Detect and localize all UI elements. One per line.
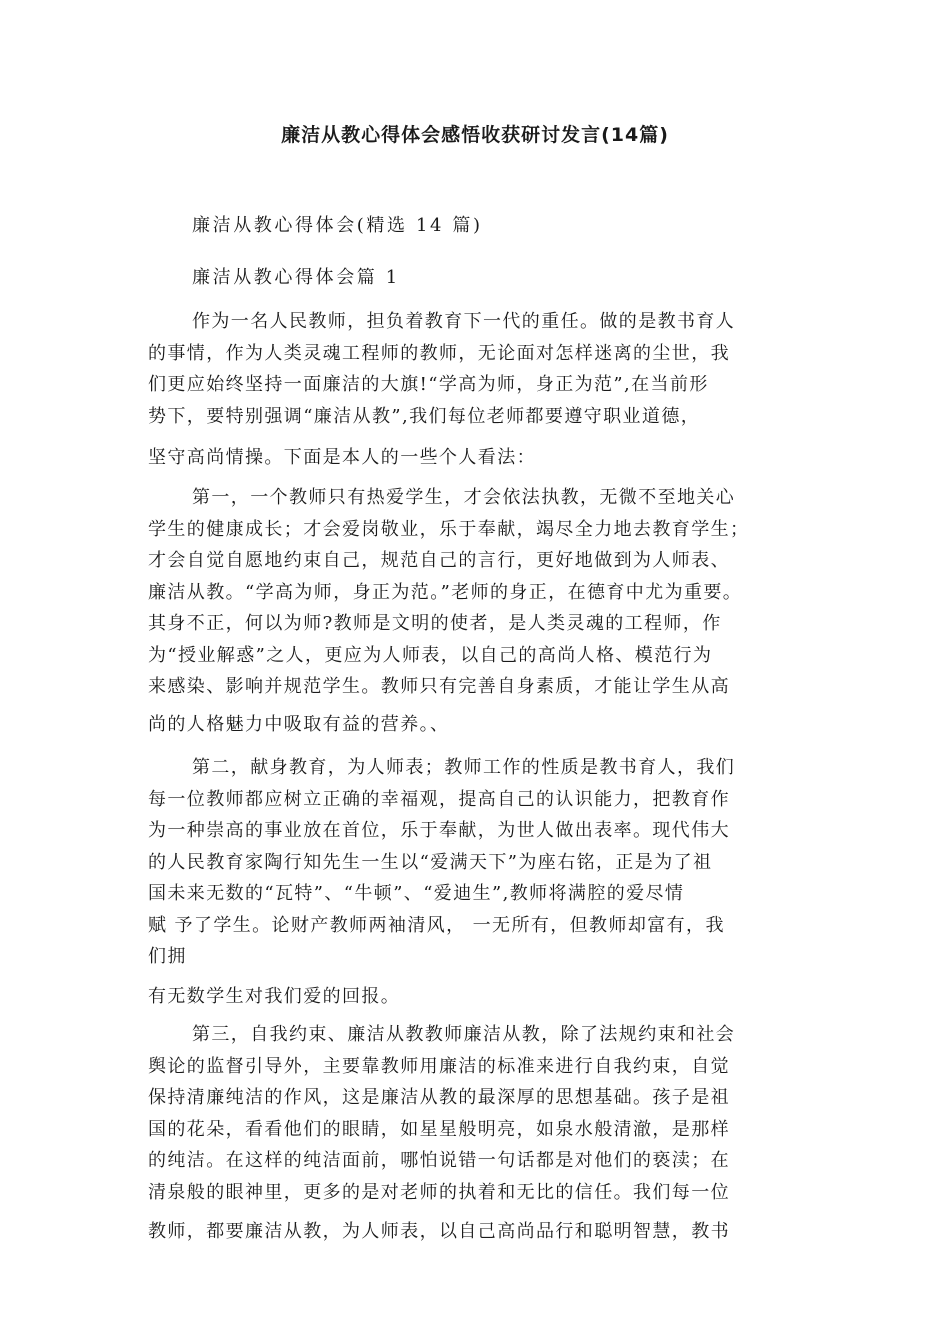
text-line: 保持清廉纯洁的作风，这是廉洁从教的最深厚的思想基础。孩子是祖 [148, 1087, 730, 1108]
paragraph-second-point-continued [148, 981, 804, 1013]
document-subtitle: 廉洁从教心得体会(精选 14 篇) [192, 215, 483, 236]
document-title: 廉洁从教心得体会感悟收获研讨发言(14篇) [281, 124, 669, 146]
text-line: 赋 予了学生。论财产教师两袖清风， 一无所有，但教师却富有，我 [148, 914, 725, 936]
text-line: 第一，一个教师只有热爱学生，才会依法执教，无微不至地关心 [192, 487, 736, 508]
text-line: 其身不正，何以为师?教师是文明的使者，是人类灵魂的工程师，作 [148, 613, 722, 634]
text-line: 清泉般的眼神里，更多的是对老师的执着和无比的信任。我们每一位 [148, 1181, 730, 1203]
text-line: 来感染、影响并规范学生。教师只有完善自身素质，才能让学生从高 [148, 676, 730, 697]
text-line: 为“授业解惑”之人，更应为人师表，以自己的高尚人格、模范行为 [148, 644, 713, 666]
text-line: 第三，自我约束、廉洁从教教师廉洁从教，除了法规约束和社会 [192, 1024, 736, 1045]
text-line: 的纯洁。在这样的纯洁面前，哪怕说错一句话都是对他们的亵渎；在 [148, 1150, 730, 1171]
text-line: 教师，都要廉洁从教，为人师表，以自己高尚品行和聪明智慧，教书 [148, 1221, 730, 1242]
text-line: 们更应始终坚持一面廉洁的大旗!“学高为师，身正为范”,在当前形 [148, 374, 709, 395]
text-line: 为一种崇高的事业放在首位，乐于奉献，为世人做出表率。现代伟大 [148, 820, 730, 841]
paragraph-first-point [148, 482, 804, 703]
text-line: 第二，献身教育，为人师表；教师工作的性质是教书育人，我们 [192, 757, 736, 778]
paragraph-second-point [148, 752, 804, 973]
text-line: 尚的人格魅力中吸取有益的营养。、 [148, 714, 450, 735]
paragraph-intro-continued [148, 442, 804, 474]
text-line: 才会自觉自愿地约束自己，规范自己的言行，更好地做到为人师表、 [148, 550, 730, 571]
text-line: 作为一名人民教师，担负着教育下一代的重任。做的是教书育人 [192, 311, 736, 332]
text-line: 坚守高尚情操。下面是本人的一些个人看法： [148, 447, 536, 468]
text-line: 廉洁从教。“学高为师，身正为范。”老师的身正，在德育中尤为重要。 [148, 581, 743, 603]
text-line: 的事情，作为人类灵魂工程师的教师，无论面对怎样迷离的尘世，我 [148, 342, 730, 364]
text-line: 有无数学生对我们爱的回报。 [148, 986, 401, 1007]
text-line: 每一位教师都应树立正确的幸福观，提高自己的认识能力，把教育作 [148, 788, 730, 810]
section-heading: 廉洁从教心得体会篇 1 [192, 267, 400, 288]
text-line: 舆论的监督引导外，主要靠教师用廉洁的标准来进行自我约束，自觉 [148, 1055, 730, 1077]
paragraph-first-point-continued [148, 709, 804, 741]
paragraph-intro [148, 306, 804, 432]
text-line: 国的花朵，看看他们的眼睛，如星星般明亮，如泉水般清澈，是那样 [148, 1118, 730, 1140]
text-line: 势下，要特别强调“廉洁从教”,我们每位老师都要遵守职业道德， [148, 405, 701, 427]
text-line: 学生的健康成长；才会爱岗敬业，乐于奉献，竭尽全力地去教育学生； [148, 518, 750, 540]
text-line: 们拥 [148, 946, 187, 967]
paragraph-third-point-continued [148, 1216, 804, 1248]
text-line: 国未来无数的“瓦特”、“牛顿”、“爱迪生”,教师将满腔的爱尽情 [148, 883, 685, 904]
text-line: 的人民教育家陶行知先生一生以“爱满天下”为座右铭，正是为了祖 [148, 851, 713, 873]
paragraph-third-point [148, 1019, 804, 1208]
